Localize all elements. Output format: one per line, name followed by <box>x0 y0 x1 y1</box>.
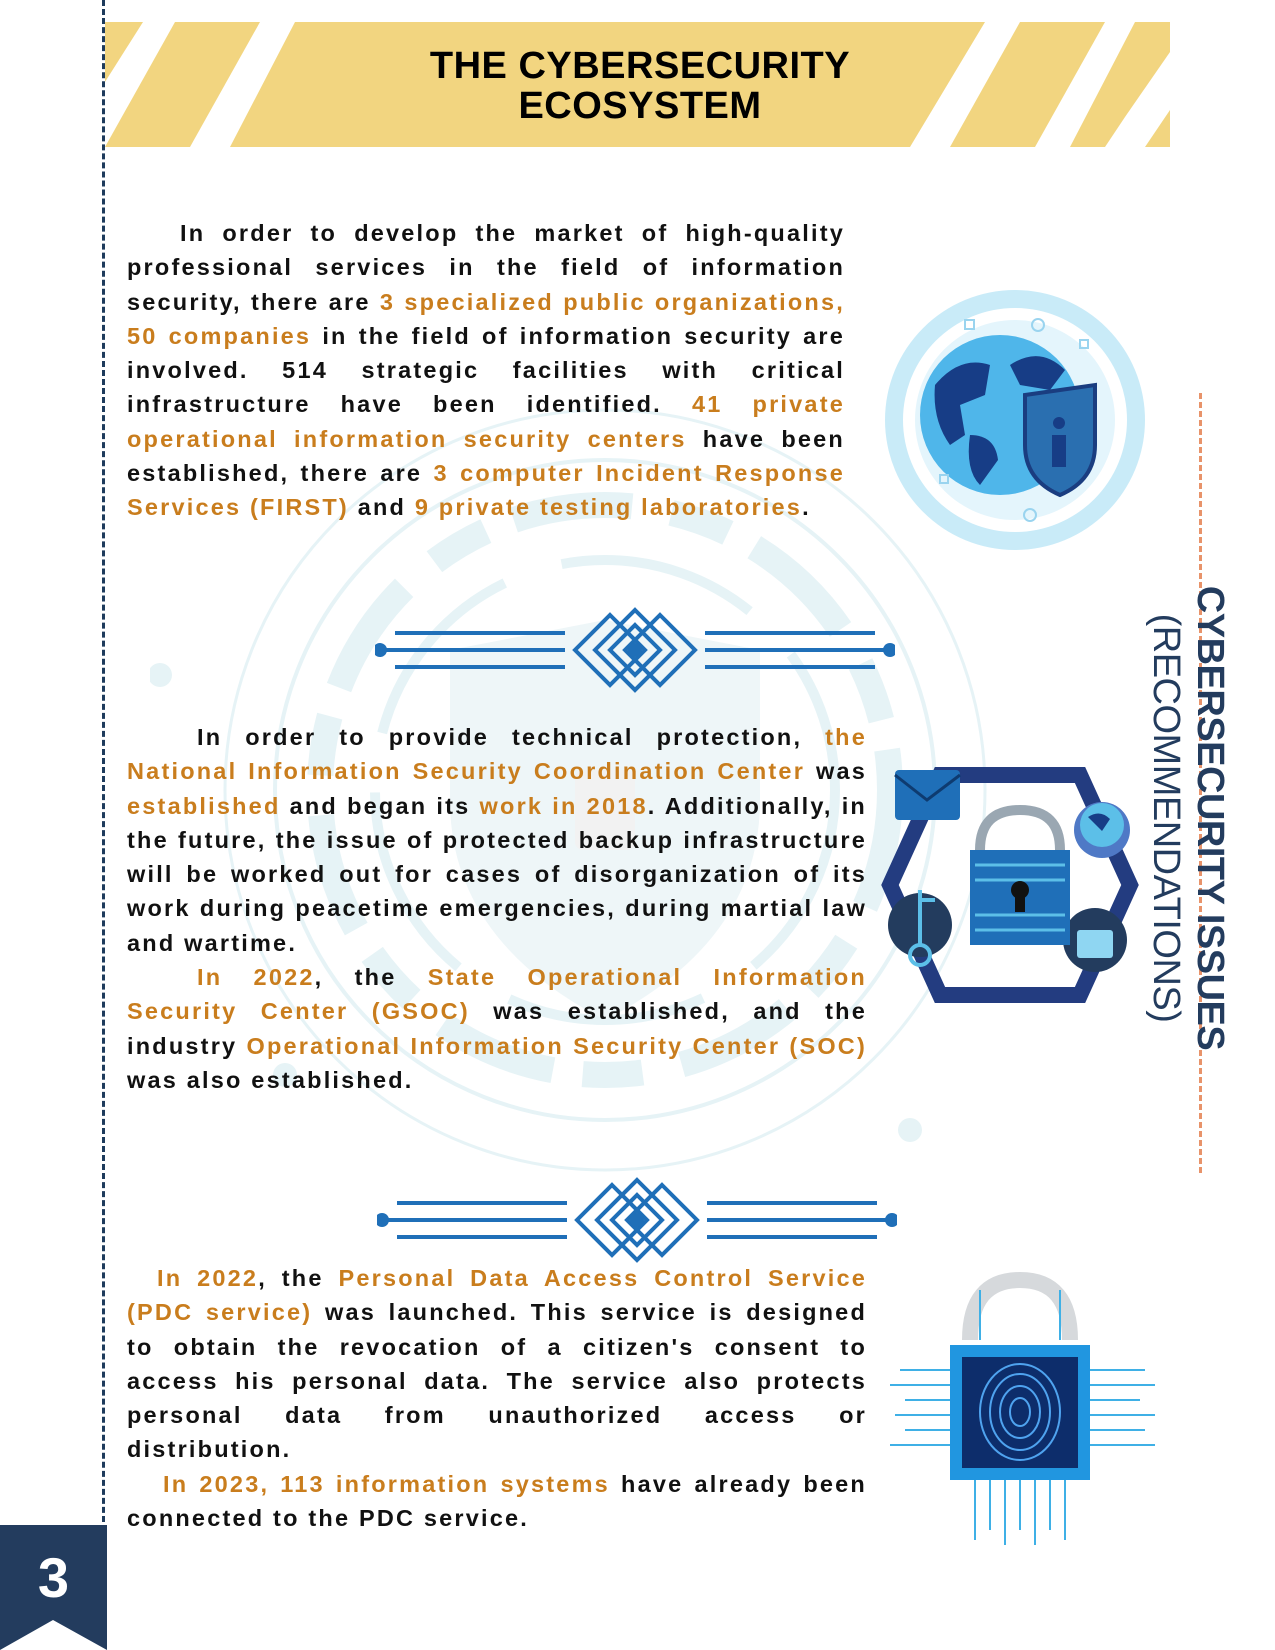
side-title-main: CYBERSECURITY ISSUES <box>1189 585 1231 1051</box>
highlight-year: In 2022 <box>197 964 315 991</box>
highlight-information-systems: In 2023, 113 information systems <box>163 1470 610 1497</box>
fingerprint-chip-icon <box>890 1260 1160 1550</box>
highlight-gsoc: State Operational Information Security Center (GSOC) <box>127 964 867 1025</box>
highlight-year: In 2022 <box>157 1265 259 1291</box>
padlock-network-icon <box>880 765 1150 1010</box>
text-segment: was launched. This service is designed to obtain the revocation of a citizen's consent to access his personal data. The service also protects personal data from unauthorized access or distribution. <box>127 1299 867 1463</box>
text-segment: In order to provide technical protection, <box>197 724 826 750</box>
section-2-text <box>127 720 867 1097</box>
highlight-security-centers: 41 private operational information security centers <box>127 391 846 452</box>
text-segment: have already been connected to the PDC service. <box>127 1470 867 1532</box>
text-segment: and began its <box>280 792 480 819</box>
text-segment: and <box>348 494 415 521</box>
text-segment: have been established, there are <box>127 425 845 487</box>
highlight-laboratories: 9 private testing laboratories <box>414 494 803 521</box>
left-dashed-line <box>102 0 105 1540</box>
text-segment: in the field of information security are involved. 514 strategic facilities with critical infrastructure have been identified. <box>127 322 845 418</box>
ornamental-divider <box>375 605 895 695</box>
title-line-1: THE CYBERSECURITY <box>429 45 851 87</box>
text-segment: In order to develop the market of high-quality professional services in the field of information security, there are <box>127 220 845 315</box>
side-title-sub: (RECOMMENDATIONS) <box>1145 613 1187 1023</box>
text-segment: . <box>802 494 811 521</box>
section-1-text <box>127 216 845 525</box>
page-number: 3 <box>37 1546 70 1609</box>
text-segment: , the <box>258 1265 339 1291</box>
text-segment: was also established. <box>127 1066 414 1093</box>
side-vertical-title <box>1138 558 1238 1078</box>
title-line-2: ECOSYSTEM <box>518 85 762 127</box>
highlight-established: established <box>127 792 281 819</box>
highlight-coordination-center: the National Information Security Coordination Center <box>127 724 867 785</box>
highlight-soc: Operational Information Security Center (SOC) <box>246 1032 867 1059</box>
highlight-organizations: 3 specialized public organizations, 50 companies <box>127 288 845 349</box>
page-title <box>330 46 950 126</box>
globe-shield-icon <box>880 285 1150 555</box>
text-segment: was established, and the industry <box>127 998 867 1059</box>
text-segment: . Additionally, in the future, the issue of protected backup infrastructure will be worked out for cases of disorganization of its work during peacetime emergencies, during martial law and wartime. <box>127 792 867 956</box>
text-segment: , the <box>314 964 428 991</box>
highlight-pdc-service: Personal Data Access Control Service (PDC service) <box>127 1265 867 1326</box>
section-3-text <box>127 1261 867 1535</box>
highlight-first: 3 computer Incident Response Services (FIRST) <box>127 460 845 521</box>
text-segment: was <box>805 758 867 785</box>
highlight-work-2018: work in 2018 <box>479 792 648 819</box>
ornamental-divider <box>377 1175 897 1265</box>
